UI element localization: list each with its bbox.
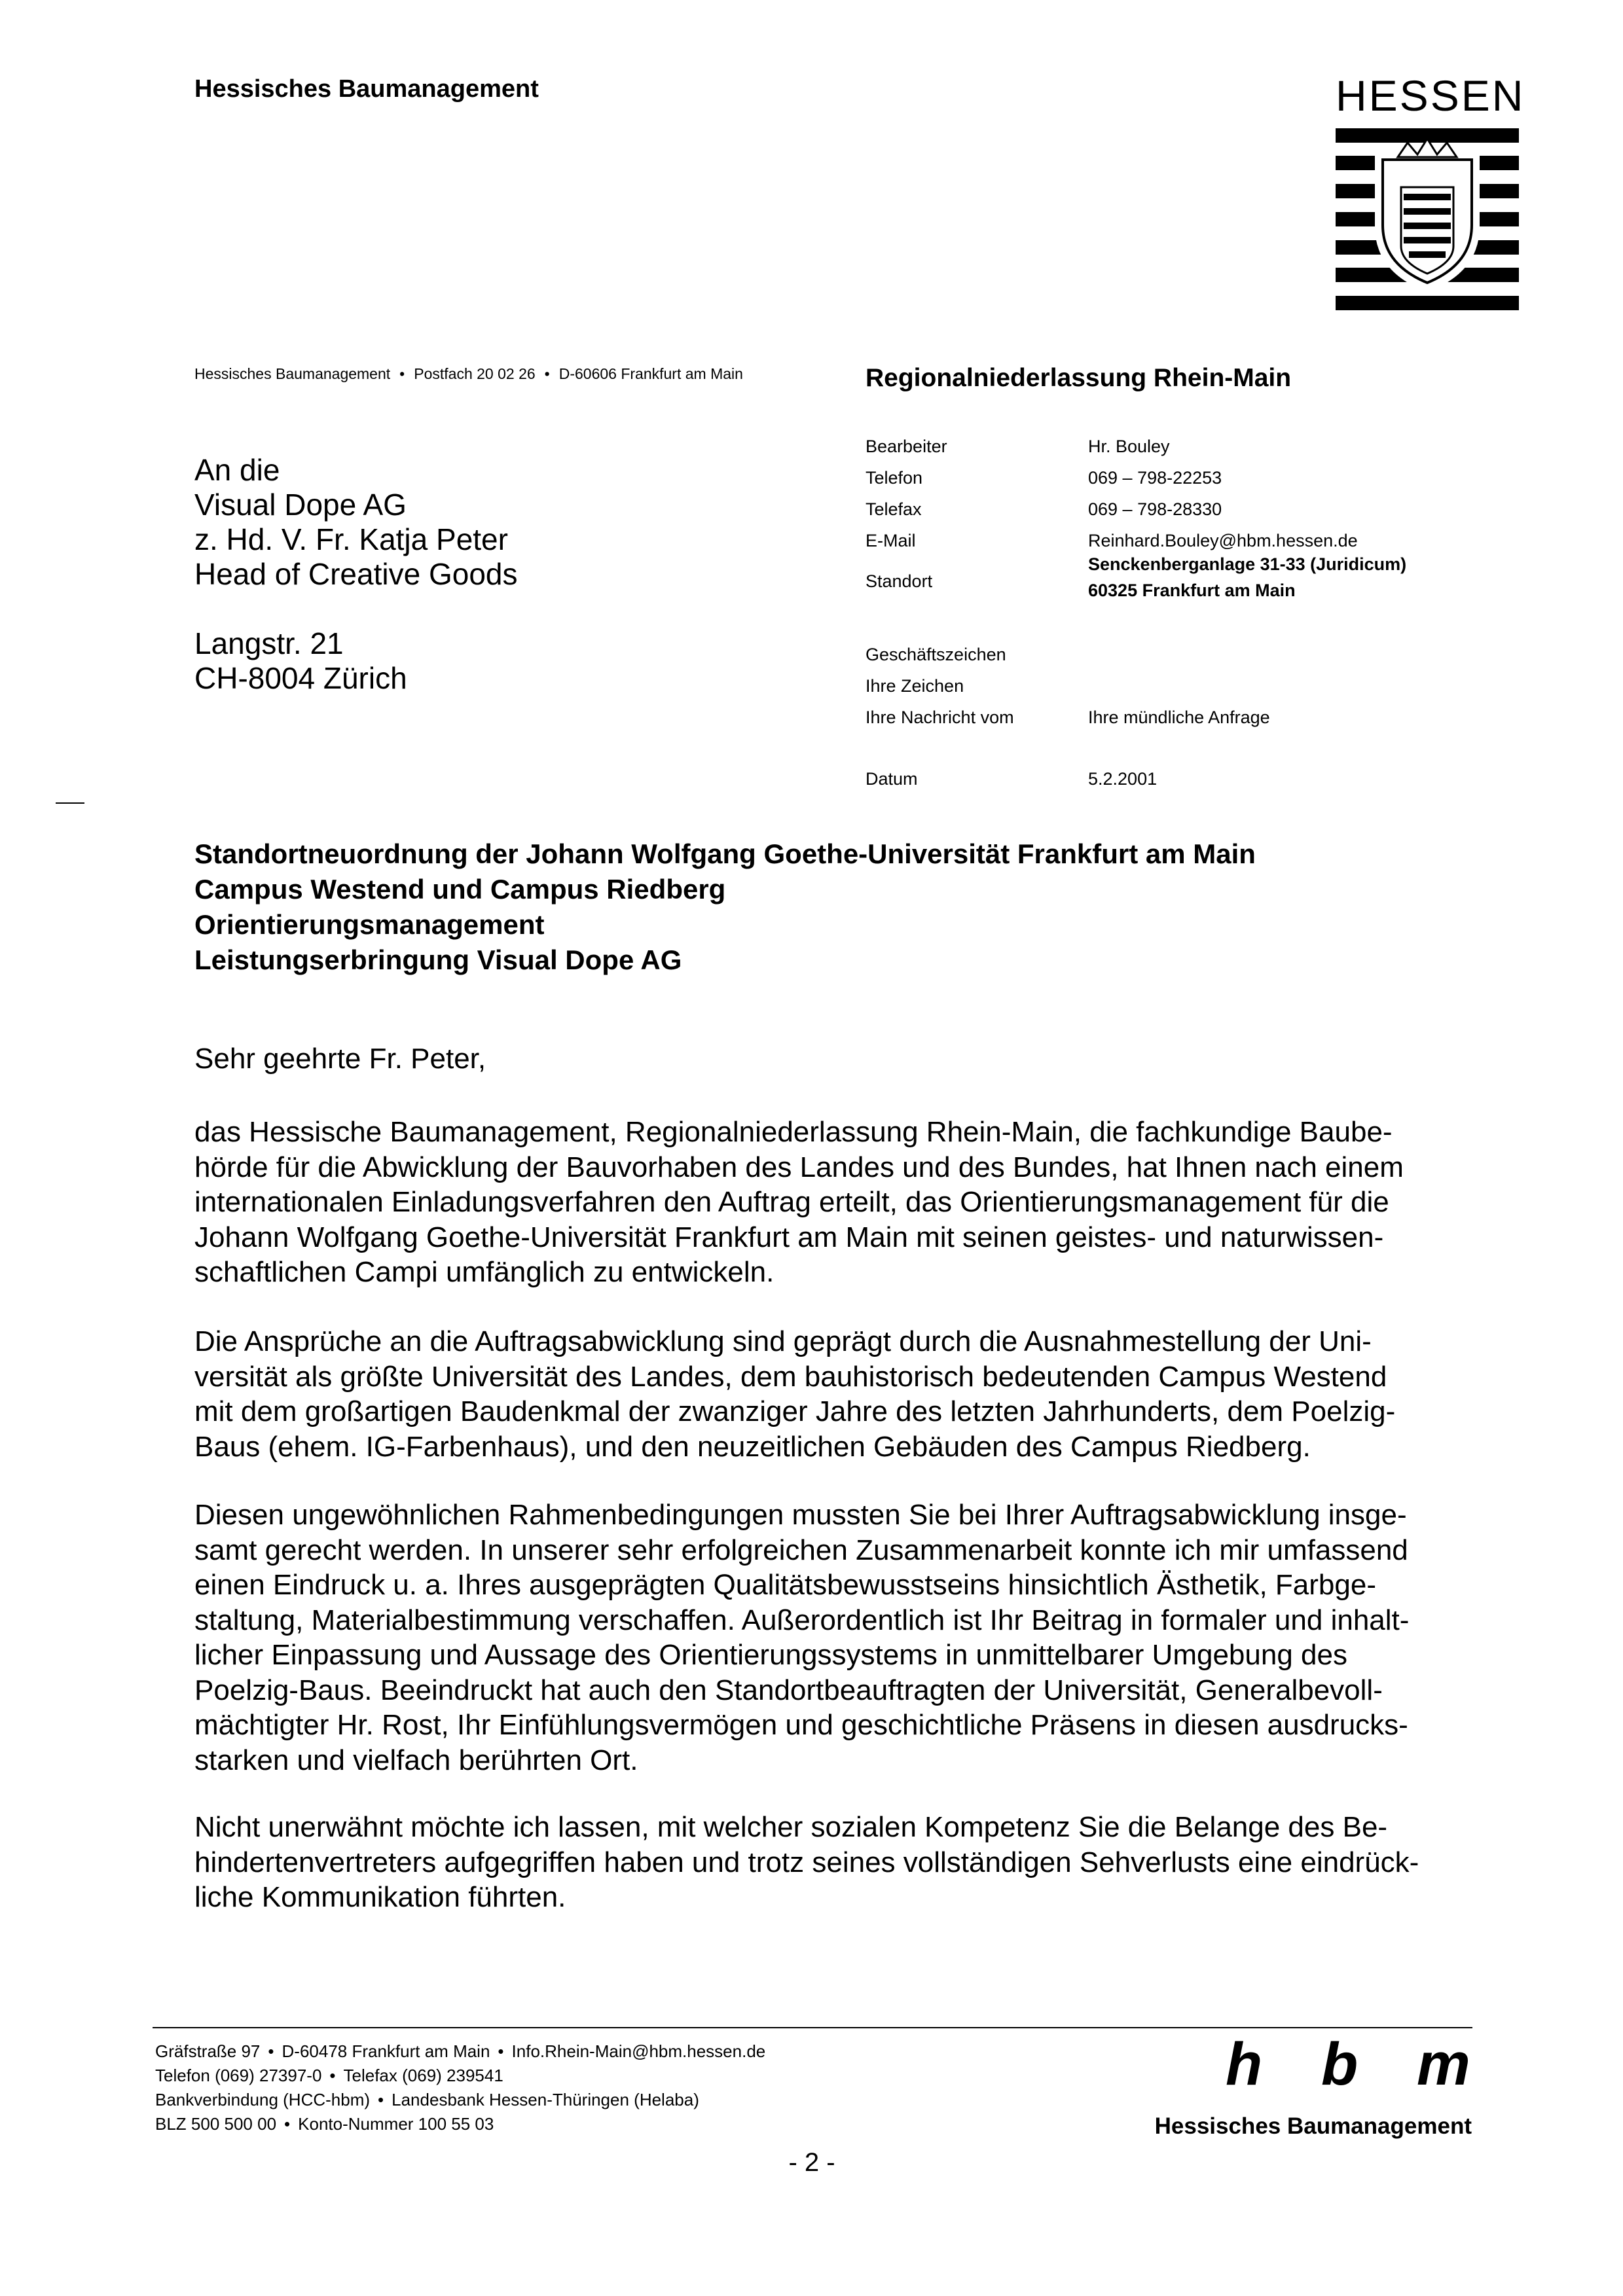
ihre-zeichen-label: Ihre Zeichen — [866, 676, 964, 696]
bullet-icon: • — [399, 365, 405, 382]
sender-city: D-60606 Frankfurt am Main — [558, 365, 743, 382]
bullet-icon: • — [544, 365, 550, 382]
organization-name: Hessisches Baumanagement — [194, 75, 539, 103]
recipient-line: Head of Creative Goods — [194, 557, 518, 591]
subject-block — [194, 836, 1256, 978]
sender-org: Hessisches Baumanagement — [194, 365, 391, 382]
hessen-logo-text: HESSEN — [1336, 71, 1525, 120]
telefon-value: 069 – 798-22253 — [1088, 468, 1222, 488]
recipient-street: Langstr. 21 — [194, 626, 344, 660]
subject-line: Orientierungsmanagement — [194, 909, 545, 940]
bullet-icon: • — [378, 2090, 384, 2109]
text-line: licher Einpassung und Aussage des Orientierungssystems in unmittelbarer Umgebung des — [194, 1639, 1347, 1671]
text-line: mächtigter Hr. Rost, Ihr Einfühlungsvermögen und geschichtliche Präsens in diesen ausdrucks- — [194, 1709, 1408, 1741]
text-line: samt gerecht werden. In unserer sehr erfolgreichen Zusammenarbeit konnte ich mir umfassend — [194, 1534, 1408, 1566]
footer-phone: Telefon (069) 27397-0 — [155, 2066, 322, 2085]
footer-address-line — [155, 2039, 765, 2064]
telefax-label: Telefax — [866, 499, 922, 519]
recipient-line: An die — [194, 453, 280, 487]
text-line: versität als größte Universität des Landes, dem bauhistorisch bedeutenden Campus Westend — [194, 1360, 1387, 1393]
footer-email: Info.Rhein-Main@hbm.hessen.de — [511, 2041, 766, 2061]
email-value: Reinhard.Bouley@hbm.hessen.de — [1088, 531, 1358, 550]
text-line: liche Kommunikation führten. — [194, 1881, 566, 1913]
text-line: staltung, Materialbestimmung verschaffen. Außerordentlich ist Ihr Beitrag in formaler und inhalt- — [194, 1604, 1410, 1636]
text-line: das Hessische Baumanagement, Regionalniederlassung Rhein-Main, die fachkundige Baube- — [194, 1116, 1393, 1148]
footer-bank-account: Bankverbindung (HCC-hbm) — [155, 2090, 371, 2109]
recipient-line: Visual Dope AG — [194, 488, 407, 522]
page-number: - 2 - — [788, 2148, 835, 2177]
email-label: E-Mail — [866, 531, 916, 550]
sender-postbox: Postfach 20 02 26 — [414, 365, 536, 382]
logo-letter: m — [1417, 2031, 1470, 2098]
footer-city: D-60478 Frankfurt am Main — [282, 2041, 490, 2061]
salutation: Sehr geehrte Fr. Peter, — [194, 1043, 486, 1075]
ihre-nachricht-value: Ihre mündliche Anfrage — [1088, 708, 1270, 727]
footer-street: Gräfstraße 97 — [155, 2041, 261, 2061]
bearbeiter-value: Hr. Bouley — [1088, 437, 1170, 456]
bullet-icon: • — [268, 2041, 274, 2061]
text-line: Nicht unerwähnt möchte ich lassen, mit welcher sozialen Kompetenz Sie die Belange des Be- — [194, 1811, 1388, 1843]
text-line: hörde für die Abwicklung der Bauvorhaben des Landes und des Bundes, hat Ihnen nach einem — [194, 1151, 1404, 1183]
ihre-nachricht-label: Ihre Nachricht vom — [866, 708, 1014, 727]
telefax-value: 069 – 798-28330 — [1088, 499, 1222, 519]
standort-city: 60325 Frankfurt am Main — [1088, 581, 1296, 600]
bullet-icon: • — [498, 2041, 504, 2061]
recipient-city: CH-8004 Zürich — [194, 661, 407, 695]
geschaeftszeichen-label: Geschäftszeichen — [866, 645, 1006, 664]
footer-organization-name: Hessisches Baumanagement — [1154, 2113, 1472, 2139]
text-line: starken und vielfach berührten Ort. — [194, 1744, 638, 1776]
body-paragraph — [194, 1810, 1484, 1915]
text-line: Baus (ehem. IG-Farbenhaus), und den neuzeitlichen Gebäuden des Campus Riedberg. — [194, 1430, 1311, 1463]
footer-bank-line — [155, 2088, 765, 2112]
branch-name: Regionalniederlassung Rhein-Main — [866, 364, 1292, 392]
footer-fax: Telefax (069) 239541 — [343, 2066, 503, 2085]
text-line: schaftlichen Campi umfänglich zu entwickeln. — [194, 1256, 775, 1288]
logo-letter: b — [1321, 2031, 1359, 2098]
text-line: Johann Wolfgang Goethe-Universität Frankfurt am Main mit seinen geistes- und naturwissen- — [194, 1221, 1384, 1253]
footer-blz: BLZ 500 500 00 — [155, 2114, 277, 2134]
telefon-label: Telefon — [866, 468, 923, 488]
body-paragraph — [194, 1115, 1484, 1290]
body-paragraph — [194, 1324, 1484, 1464]
text-line: Diesen ungewöhnlichen Rahmenbedingungen mussten Sie bei Ihrer Auftragsabwicklung insge- — [194, 1499, 1407, 1531]
recipient-line: z. Hd. V. Fr. Katja Peter — [194, 522, 508, 556]
hessen-coat-of-arms-icon — [1336, 128, 1519, 310]
footer-bank-name: Landesbank Hessen-Thüringen (Helaba) — [392, 2090, 699, 2109]
footer-divider — [153, 2027, 1472, 2028]
bullet-icon: • — [329, 2066, 336, 2085]
text-line: internationalen Einladungsverfahren den Auftrag erteilt, das Orientierungsmanagement für die — [194, 1186, 1389, 1218]
subject-line: Leistungserbringung Visual Dope AG — [194, 944, 682, 975]
subject-line: Campus Westend und Campus Riedberg — [194, 874, 726, 905]
text-line: einen Eindruck u. a. Ihres ausgeprägten Qualitätsbewusstseins hinsichtlich Ästhetik, Farbge- — [194, 1569, 1376, 1601]
footer-phone-line — [155, 2064, 765, 2088]
text-line: Die Ansprüche an die Auftragsabwicklung sind geprägt durch die Ausnahmestellung der Uni- — [194, 1325, 1372, 1357]
standort-label: Standort — [866, 571, 933, 591]
subject-line: Standortneuordnung der Johann Wolfgang Goethe-Universität Frankfurt am Main — [194, 838, 1256, 869]
footer-contact — [155, 2039, 765, 2136]
body-paragraph — [194, 1498, 1484, 1778]
bearbeiter-label: Bearbeiter — [866, 437, 947, 456]
datum-label: Datum — [866, 769, 918, 789]
standort-address: Senckenberganlage 31-33 (Juridicum) — [1088, 554, 1407, 574]
text-line: Poelzig-Baus. Beeindruckt hat auch den Standortbeauftragten der Universität, Generalbevoll- — [194, 1674, 1383, 1706]
text-line: hindertenvertreters aufgegriffen haben und trotz seines vollständigen Sehverlusts eine eindrück- — [194, 1846, 1419, 1878]
fold-mark — [56, 802, 84, 804]
datum-value: 5.2.2001 — [1088, 769, 1158, 789]
footer-account-number: Konto-Nummer 100 55 03 — [298, 2114, 494, 2134]
sender-return-address — [194, 365, 743, 383]
footer-blz-line — [155, 2112, 765, 2136]
text-line: mit dem großartigen Baudenkmal der zwanziger Jahre des letzten Jahrhunderts, dem Poelzig- — [194, 1395, 1396, 1427]
bullet-icon: • — [284, 2114, 291, 2134]
hbm-logo — [1226, 2030, 1474, 2109]
logo-letter: h — [1226, 2031, 1263, 2098]
